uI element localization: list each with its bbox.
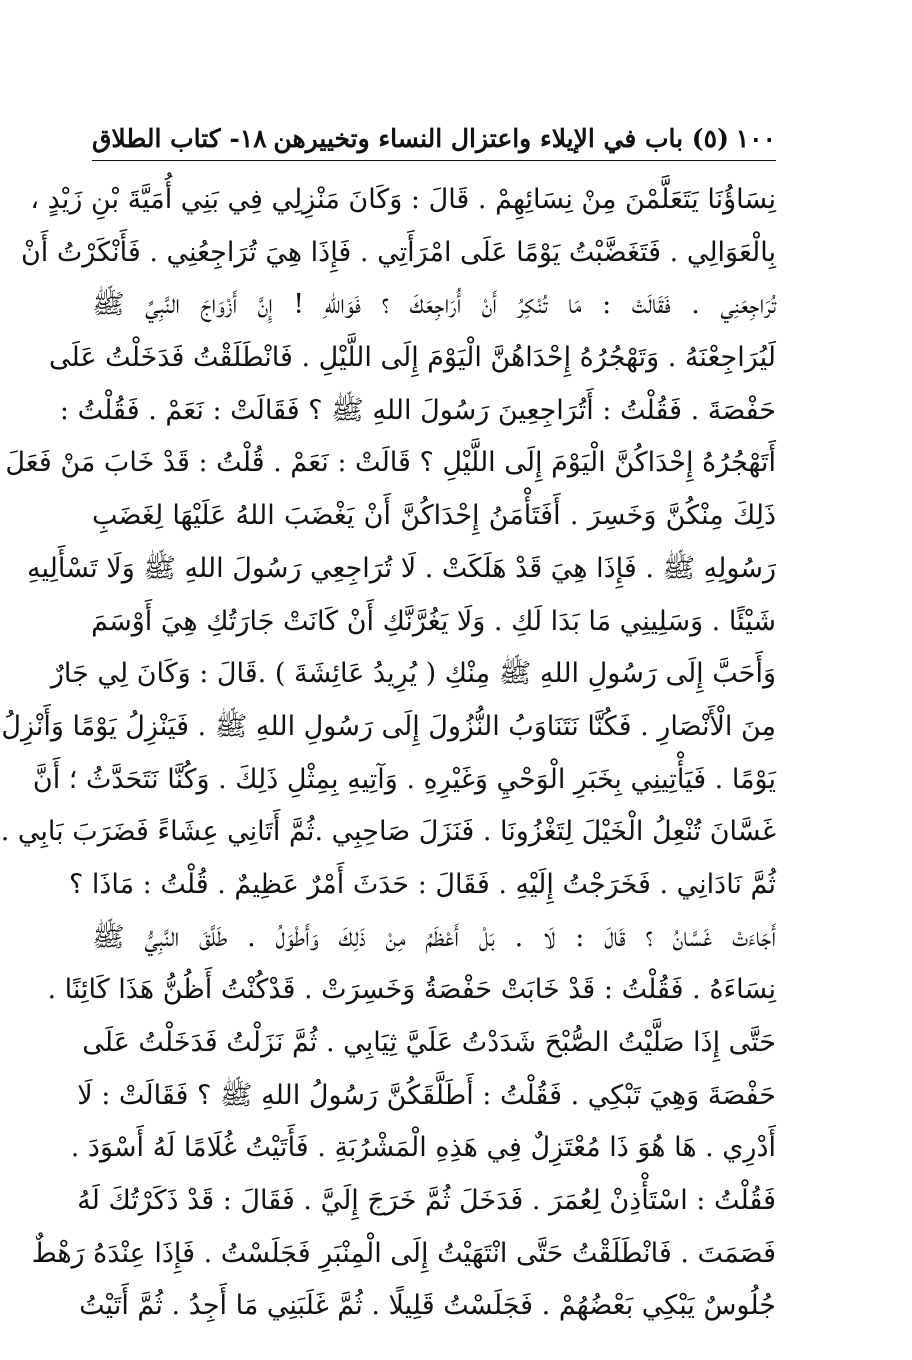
text-line: غَسَّانَ تُنْعِلُ الْخَيْلَ لِتَغْزُونَا . فَنَزَلَ صَاحِبِي .ثُمَّ أَتَانِي عِشَاءً فَضَرَبَ بَابِي . [0,816,776,848]
text-line: رَسُولِهِ ﷺ . فَإِذَا هِيَ قَدْ هَلَكَتْ . لَا تُرَاجِعِي رَسُولَ اللهِ ﷺ وَلَا تَسْأَلِيهِ [27,552,776,584]
text-line: حَفْصَةَ . فَقُلْتُ : أَتُرَاجِعِينَ رَسُولَ اللهِ ﷺ ؟ فَقَالَتْ : نَعَمْ . فَقُلْتُ : [59,394,776,426]
text-line: حَفْصَةَ وَهِيَ تَبْكِي . فَقُلْتُ : أَطَلَّقَكُنَّ رَسُولُ اللهِ ﷺ ؟ فَقَالَتْ : لَا [77,1079,776,1111]
text-line: أَجَاءَتْ غَسَّانُ ؟ قَالَ : لَا . بَلْ أَعْظَمُ مِنْ ذَلِكَ وَأَطْوَلُ . طَلَّقَ النَّبِيُّ ﷺ [92,921,776,953]
text-line: ذَلِكَ مِنْكُنَّ وَخَسِرَ . أَفَتَأْمَنُ إِحْدَاكُنَّ أَنْ يَغْضَبَ اللهُ عَلَيْهَا لِغَضَبِ [92,500,776,532]
text-line: فَقُلْتُ : اسْتَأْذِنْ لِعُمَرَ . فَدَخَلَ ثُمَّ خَرَجَ إِلَيَّ . فَقَالَ : قَدْ ذَكَرْتُكَ لَهُ [77,1185,776,1217]
text-line: ثُمَّ نَادَانِي . فَخَرَجْتُ إِلَيْهِ . فَقَالَ : حَدَثَ أَمْرٌ عَظِيمٌ . قُلْتُ : مَاذَا ؟ [68,868,776,900]
running-header [92,118,776,158]
text-line: نِسَاؤُنَا يَتَعَلَّمْنَ مِنْ نِسَائِهِمْ . قَالَ : وَكَانَ مَنْزِلِي فِي بَنِي أُمَيَّةَ بْنِ زَيْدٍ ، [30,184,776,215]
text-line: أَدْرِي . هَا هُوَ ذَا مُعْتَزِلٌ فِي هَذِهِ الْمَشْرُبَةِ . فَأَتَيْتُ غُلَامًا لَهُ أَسْوَدَ . [70,1132,776,1164]
text-line: شَيْئًا . وَسَلِينِي مَا بَدَا لَكِ . وَلَا يَغُرَّنَّكِ أَنْ كَانَتْ جَارَتُكِ هِيَ أَوْسَمَ [91,605,776,637]
body-text [0,174,776,1333]
text-line: نِسَاءَهُ . فَقُلْتُ : قَدْ خَابَتْ حَفْصَةُ وَخَسِرَتْ . قَدْكُنْتُ أَظُنُّ هَذَا كَائِنًا . [47,974,776,1006]
text-line: لَيُرَاجِعْنَهُ . وَتَهْجُرُهُ إِحْدَاهُنَّ الْيَوْمَ إِلَى اللَّيْلِ . فَانْطَلَقْتُ فَدَخَلْتُ عَلَى [49,342,776,374]
chapter-title: (٥) باب في الإيلاء واعتزال النساء وتخييرهن [273,123,729,153]
text-line: مِنَ الْأَنْصَارِ . فَكُنَّا نَتَنَاوَبُ النُّزُولَ إِلَى رَسُولِ اللهِ ﷺ . فَيَنْزِلُ يَوْمًا وَأَنْزِلُ [1,710,776,742]
text-line: بِالْعَوَالِي . فَتَغَضَّبْتُ يَوْمًا عَلَى امْرَأَتِي . فَإِذَا هِيَ تُرَاجِعُنِي . فَأَنْكَرْتُ أَنْ [20,236,776,268]
text-line: حَتَّى إِذَا صَلَّيْتُ الصُّبْحَ شَدَدْتُ عَلَيَّ ثِيَابِي . ثُمَّ نَزَلْتُ فَدَخَلْتُ عَلَى [82,1027,776,1058]
book-title: ١٨- كتاب الطلاق [92,123,267,153]
page-number: ١٠٠ [735,123,776,153]
text-line: أَتَهْجُرُهُ إِحْدَاكُنَّ الْيَوْمَ إِلَى اللَّيْلِ ؟ قَالَتْ : نَعَمْ . قُلْتُ : قَدْ خَابَ مَنْ فَعَلَ [5,447,776,479]
text-line: يَوْمًا . فَيَأْتِينِي بِخَبَرِ الْوَحْيِ وَغَيْرِهِ . وَآتِيهِ بِمِثْلِ ذَلِكَ . وَكُنَّا نَتَحَدَّثُ ؛ أَنَّ [32,763,776,795]
text-line: فَصَمَتَ . فَانْطَلَقْتُ حَتَّى انْتَهَيْتُ إِلَى الْمِنْبَرِ فَجَلَسْتُ . فَإِذَا عِنْدَهُ رَهْطٌ [31,1237,776,1269]
text-line: تُرَاجِعَنِي . فَقَالَتْ : مَا تُنْكِرُ أَنْ أُرَاجِعَكَ ؟ فَوَاللهِ ! إِنَّ أَزْوَاجَ النَّبِيِّ ﷺ [92,289,776,321]
text-line: جُلُوسٌ يَبْكِي بَعْضُهُمْ . فَجَلَسْتُ قَلِيلًا . ثُمَّ غَلَبَنِي مَا أَجِدُ . ثُمَّ أَتَيْتُ [79,1290,776,1322]
text-line: وَأَحَبَّ إِلَى رَسُولِ اللهِ ﷺ مِنْكِ ( يُرِيدُ عَائِشَةَ ) .قَالَ : وَكَانَ لِي جَارٌ [50,658,776,690]
header-divider [92,160,776,161]
